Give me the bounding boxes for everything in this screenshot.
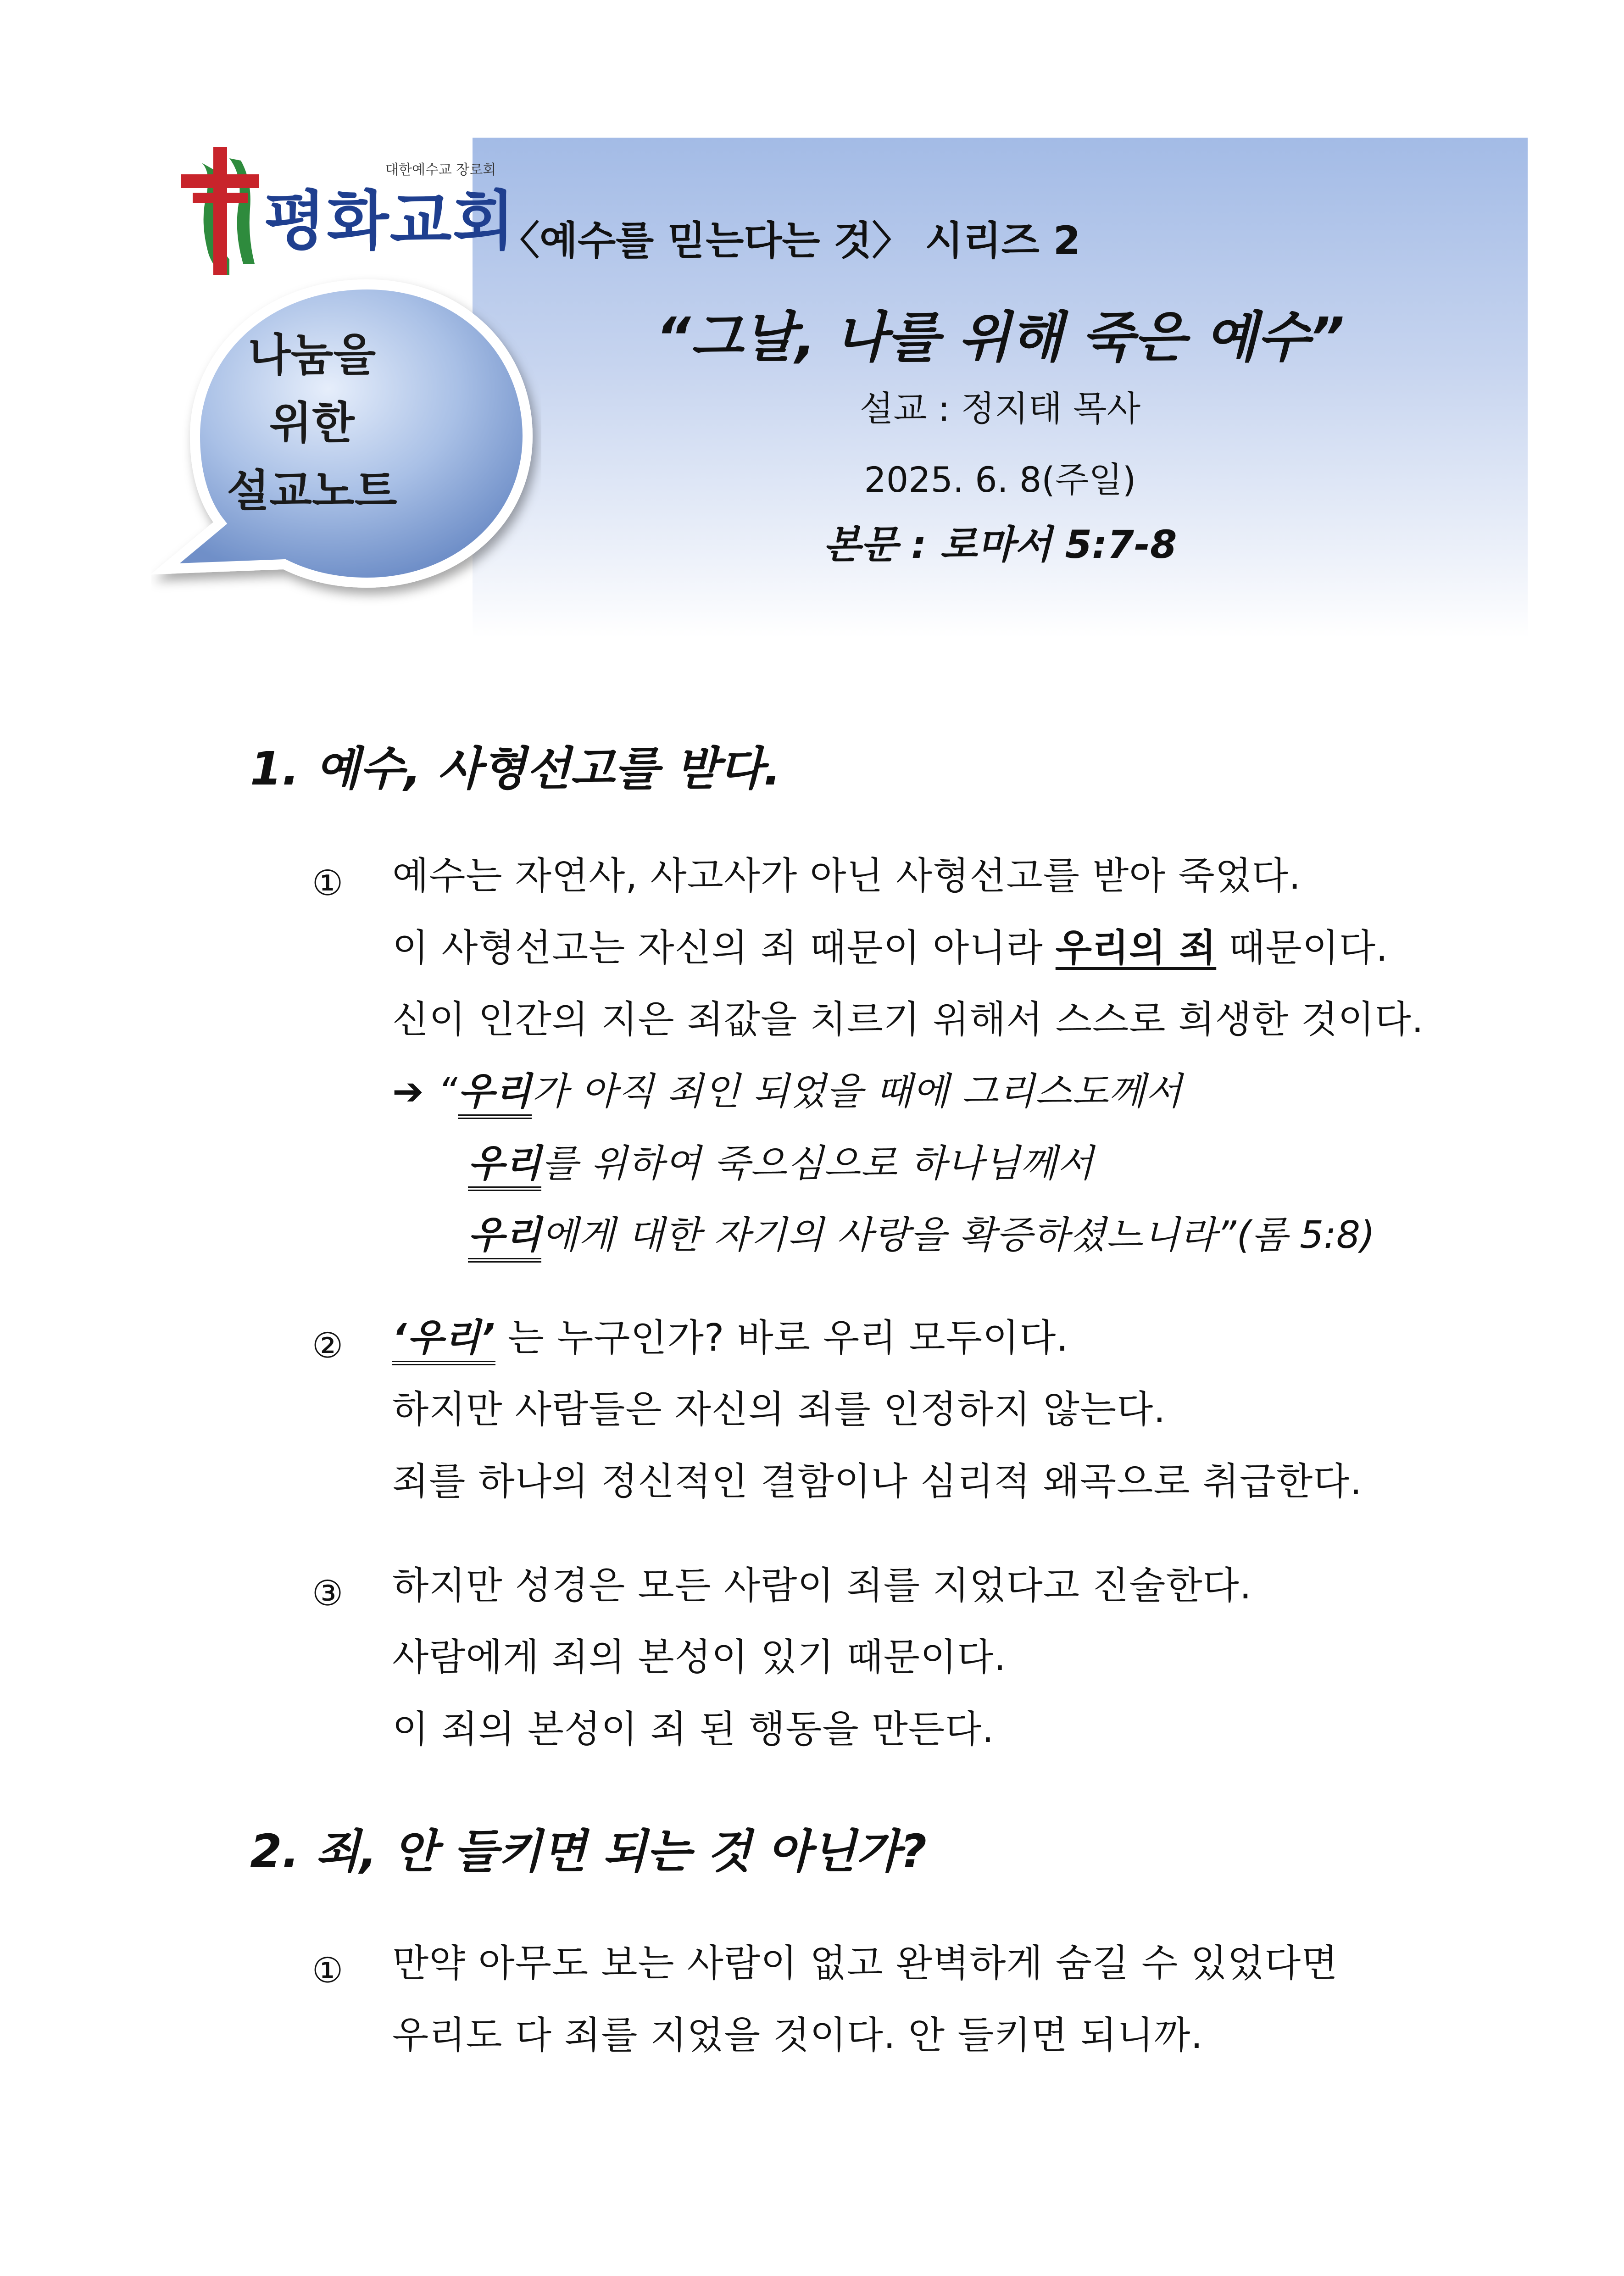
scripture-reference: 본문 : 로마서 5:7-8 [823,522,1177,567]
text-segment: 때문이다. [1216,926,1389,970]
bubble-line: 나눔을 [248,329,376,381]
item-marker: ② [312,1325,344,1366]
arrow-right-icon: ➔ [392,1070,424,1113]
sermon-title: “그날, 나를 위해 죽은 예수” [656,306,1345,369]
emphasis-our-sin: 우리의 죄 [1055,926,1217,970]
section-heading-2: 2. 죄, 안 들키면 되는 것 아닌가? [250,1825,927,1878]
bible-quote-line [468,1143,1094,1185]
quote-text: 를 위하여 죽으심으로 하나님께서 [541,1142,1094,1185]
item-line: 하지만 성경은 모든 사람이 죄를 지었다고 진술한다. [392,1564,1252,1608]
item-line: 사람에게 죄의 본성이 있기 때문이다. [392,1636,1007,1679]
item-line: 하지만 사람들은 자신의 죄를 인정하지 않는다. [392,1388,1166,1431]
emphasis-we: 우리 [458,1070,531,1119]
bubble-line: 설교노트 [227,465,397,517]
item-line: 이 죄의 본성이 죄 된 행동을 만든다. [392,1708,995,1751]
quote-open: “ [438,1070,458,1113]
item-line: 죄를 하나의 정신적인 결함이나 심리적 왜곡으로 취급한다. [392,1460,1363,1503]
emphasis-we: 우리 [468,1213,541,1263]
bible-quote-line [392,1071,1182,1113]
item-line [392,1318,1068,1359]
quote-text: 가 아직 죄인 되었을 때에 그리스도께서 [531,1070,1183,1113]
item-line [392,928,1388,969]
item-line: 만약 아무도 보는 사람이 없고 완벽하게 숨길 수 있었다면 [392,1942,1338,1985]
bubble-line: 위한 [269,397,355,449]
church-logo [174,145,516,282]
section-heading-1: 1. 예수, 사형선고를 받다. [250,742,781,796]
bible-quote-line [468,1215,1375,1256]
item-marker: ① [312,863,344,903]
bubble-caption [184,321,440,525]
series-title: 〈예수를 믿는다는 것〉 시리즈 2 [500,218,1081,264]
item-line: 우리도 다 죄를 지었을 것이다. 안 들키면 되니까. [392,2014,1203,2057]
quote-reference: (롬 5:8) [1236,1213,1375,1257]
church-name: 평화교회 [264,184,516,259]
item-marker: ① [312,1950,344,1991]
quote-text: 에게 대한 자기의 사랑을 확증하셨느니라” [541,1213,1237,1257]
emphasis-we-quoted: ‘우리’ [392,1316,495,1365]
item-line: 예수는 자연사, 사고사가 아닌 사형선고를 받아 죽었다. [392,854,1301,898]
emphasis-we: 우리 [468,1142,541,1191]
denomination-label: 대한예수교 장로회 [385,162,496,178]
item-marker: ③ [312,1573,344,1614]
item-line: 신이 인간의 지은 죄값을 치르기 위해서 스스로 희생한 것이다. [392,998,1424,1041]
preacher: 설교 : 정지태 목사 [860,388,1140,429]
text-segment: 이 사형선고는 자신의 죄 때문이 아니라 [392,926,1056,970]
sermon-date: 2025. 6. 8(주일) [864,459,1136,500]
cross-logo-icon [174,145,266,278]
text-segment: 는 누구인가? 바로 우리 모두이다. [495,1316,1069,1360]
